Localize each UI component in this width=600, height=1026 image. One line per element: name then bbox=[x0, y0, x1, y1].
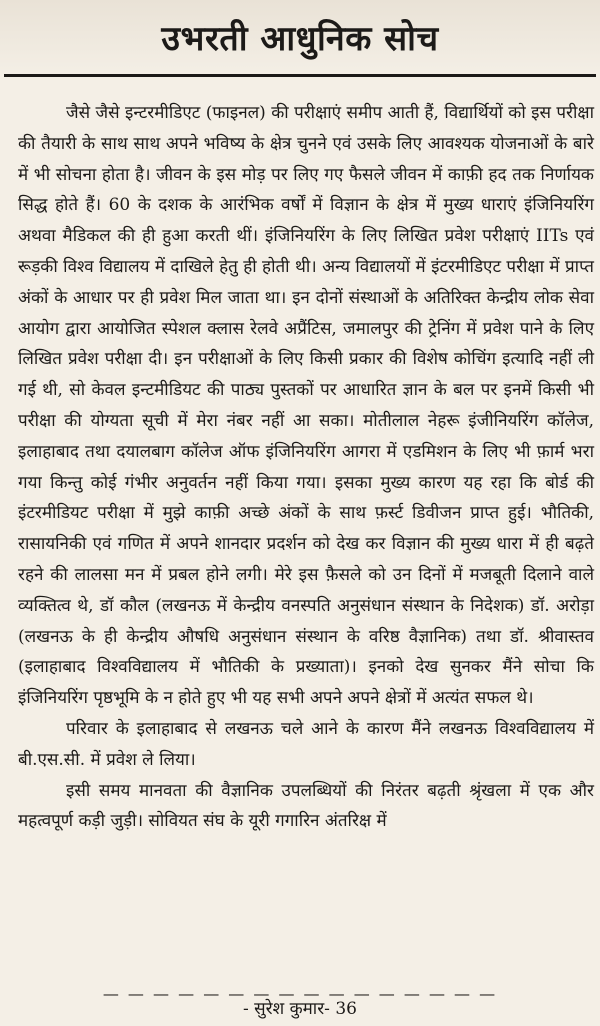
paragraph-1: जैसे जैसे इन्टरमीडिएट (फाइनल) की परीक्षाएं समीप आती हैं, विद्यार्थियों को इस परीक्षा की तैयारी के साथ साथ अपने भविष्य के क्षेत्र चुनने एवं उसके लिए आवश्यक योजनाओं के बारे में भी सोचना होता है। जीवन के इस मोड़ पर लिए गए फैसले जीवन में काफ़ी हद तक निर्णायक सिद्ध होते हैं। 60 के दशक के आरंभिक वर्षों में विज्ञान के क्षेत्र में मुख्य धाराएं इंजिनियरिंग अथवा मैडिकल की ही हुआ करती थीं। इंजिनियरिंग के लिए लिखित प्रवेश परीक्षाएं IITs एवं रूड़की विश्व विद्यालय में दाखिले हेतु ही होती थी। अन्य विद्यालयों में इंटरमीडिएट परीक्षा में प्राप्त अंकों के आधार पर ही प्रवेश मिल जाता था। इन दोनों संस्थाओं के अतिरिक्त केन्द्रीय लोक सेवा आयोग द्वारा आयोजित स्पेशल क्लास रेलवे अप्रैंटिस, जमालपुर की ट्रेनिंग में प्रवेश पाने के लिए लिखित प्रवेश परीक्षा दी। इन परीक्षाओं के लिए किसी प्रकार की विशेष कोचिंग इत्यादि नहीं ली गई थी, सो केवल इन्टमीडियट की पाठ्य पुस्तकों पर आधारित ज्ञान के बल पर इनमें किसी भी परीक्षा की योग्यता सूची में मेरा नंबर नहीं आ सका। मोतीलाल नेहरू इंजीनियरिंग कॉलेज, इलाहाबाद तथा दयालबाग कॉलेज ऑफ इंजिनियरिंग आगरा में एडमिशन के लिए भी फ़ार्म भरा गया किन्तु कोई गंभीर अनुवर्तन नहीं किया गया। इसका मुख्य कारण यह रहा कि बोर्ड की इंटरमीडियट परीक्षा में मुझे काफ़ी अच्छे अंकों के साथ फ़र्स्ट डिवीजन प्राप्त हुई। भौतिकी, रासायनिकी एवं गणित में अपने शानदार प्रदर्शन को देख कर विज्ञान की मुख्य धारा में ही बढ़ते रहने की लालसा मन में प्रबल होने लगी। मेरे इस फ़ैसले को उन दिनों में मजबूती दिलाने वाले व्यक्तित्व थे, डॉ कौल (लखनऊ में केन्द्रीय वनस्पति अनुसंधान संस्थान के निदेशक) डॉ. अरोड़ा (लखनऊ के ही केन्द्रीय औषधि अनुसंधान संस्थान के वरिष्ठ वैज्ञानिक) तथा डॉ. श्रीवास्तव (इलाहाबाद विश्वविद्यालय में भौतिकी के प्रख्याता)। इनको देख सुनकर मैंने सोचा कि इंजिनियरिंग पृष्ठभूमि के न होते हुए भी यह सभी अपने अपने क्षेत्रों में अत्यंत सफल थे। bbox=[18, 103, 594, 709]
page-footer: - सुरेश कुमार- 36 bbox=[243, 999, 357, 1019]
continuation-dashes: — — — — — — — — — — — — — — — — bbox=[102, 984, 498, 1003]
chapter-title: उभरती आधुनिक सोच bbox=[161, 19, 439, 59]
paragraph-3: इसी समय मानवता की वैज्ञानिक उपलब्धियों की निरंतर बढ़ती श्रृंखला में एक और महत्वपूर्ण कड़ी जुड़ी। सोवियत संघ के यूरी गगारिन अंतरिक्ष में bbox=[18, 780, 594, 832]
title-underline bbox=[4, 74, 596, 77]
paragraph-2: परिवार के इलाहाबाद से लखनऊ चले आने के कारण मैंने लखनऊ विश्वविद्यालय में बी.एस.सी. में प्रवेश ले लिया। bbox=[18, 718, 594, 770]
body-text bbox=[18, 98, 594, 837]
